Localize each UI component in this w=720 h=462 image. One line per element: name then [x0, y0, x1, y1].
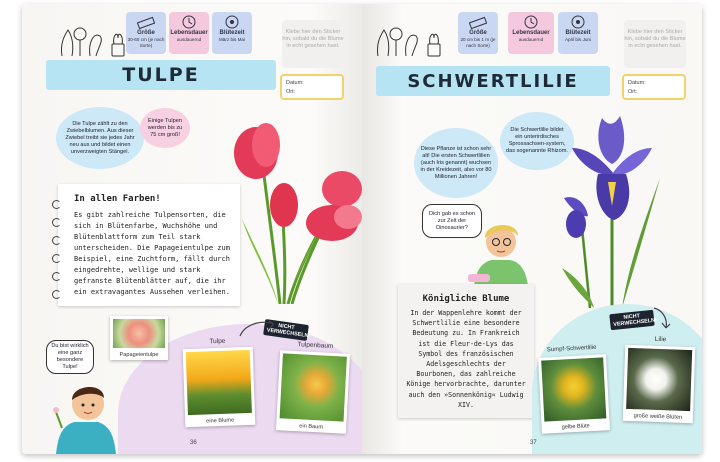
lifespan-tile: [169, 12, 209, 54]
page-number-right: 37: [530, 440, 537, 446]
parrot-tulip-photo: [110, 316, 168, 360]
lifespan-value: ausdauernd: [176, 37, 202, 42]
kid-speech-bubble: Du bist wirklich eine ganz besondere Tulpe!: [46, 340, 94, 374]
binder-ring-icon: [52, 254, 61, 263]
height-info-bubble: Einige Tulpen werden bis zu 75 cm groß!: [140, 108, 190, 148]
compare-title-tulip-tree: Tulpenbaum: [297, 341, 334, 350]
date-label: Datum:: [286, 80, 304, 86]
page-number-left: 36: [190, 440, 197, 446]
size-value: 20 cm bis 1 m (je nach Sorte): [460, 37, 496, 48]
swap-arrow-icon: [594, 304, 674, 332]
binder-ring-icon: [52, 218, 61, 227]
size-value: 30-60 cm (je nach Sorte): [127, 37, 165, 48]
compare-photo-lily: [623, 335, 696, 423]
rhizome-info-bubble: Die Schwertlilie bildet ein unterirdisches Sprossachsen-system, das sogenannte Rhizom.: [500, 112, 574, 170]
clock-icon: [181, 15, 197, 29]
bloom-label: Blütezeit: [565, 30, 591, 36]
size-label: Größe: [137, 30, 155, 36]
size-label: Größe: [469, 30, 487, 36]
date-label: Datum:: [628, 80, 646, 86]
right-page: [362, 4, 702, 454]
compare-caption-tulip-tree: ein Baum: [299, 423, 324, 431]
lifespan-label: Lebensdauer: [170, 30, 208, 36]
size-tile: [458, 12, 498, 54]
bulb-info-bubble: Die Tulpe zählt zu den Zwiebelblumen. Aus dieser Zwiebel treibt sie jedes Jahr neu aus und bildet einen unverzweigten Stängel.: [56, 107, 144, 169]
page-title: SCHWERTLILIE: [376, 66, 610, 96]
size-tile: [126, 12, 166, 54]
tulip-image: [222, 119, 362, 304]
nicht-verwechseln-label: NICHT VERWECHSELN!: [263, 319, 309, 341]
iris-image: [542, 108, 682, 308]
yellow-iris-image: [541, 357, 606, 421]
sticker-placeholder[interactable]: Klebe hier den Sticker hin, sobald du die Blume in echt gesehen hast.: [282, 20, 344, 68]
colors-text: Es gibt zahlreiche Tulpensorten, die sich in Blütenfarbe, Wuchshöhe und Blütenblattform zum Teil stark unterscheiden. Die Papageientulpe zum Beispiel, eine Zuchtform, fällt durch eingedrehte, wellige und stark gefranste Blütenblätter auf, die ihr ein extravagantes Aussehen verleihen.: [74, 211, 230, 296]
flower-icon: [570, 15, 586, 29]
royal-text-card: [398, 284, 534, 418]
binder-ring-icon: [52, 236, 61, 245]
compare-title-lily: Lilie: [654, 335, 667, 344]
flower-icon: [224, 15, 240, 29]
kid-illustration: [52, 376, 122, 454]
compare-photo-tulip-tree: [276, 341, 350, 434]
colors-text-card: [58, 184, 240, 306]
compare-title-tulip: Tulpe: [209, 337, 226, 346]
compare-caption-lily: große weiße Blüten: [633, 413, 683, 421]
bloom-value: April bis Juni: [564, 37, 592, 42]
lily-image: [626, 348, 692, 411]
colors-heading: In allen Farben!: [74, 194, 161, 204]
lifespan-tile: [508, 12, 554, 54]
compare-photo-yellow-iris: [538, 344, 610, 433]
bloom-value: März bis Mai: [218, 37, 246, 42]
age-info-bubble: Diese Pflanze ist schon sehr alt! Die ersten Schwertlilien (auch Iris genannt) wuchsen in der Kreidezeit, also vor 80 Millionen Jahren!: [414, 128, 498, 198]
place-label: Ort:: [628, 89, 638, 95]
clock-icon: [523, 15, 539, 29]
lifespan-value: ausdauernd: [518, 37, 544, 42]
compare-caption-yellow-iris: gelbe Blüte: [561, 423, 590, 431]
bloom-label: Blütezeit: [219, 30, 245, 36]
ruler-icon: [137, 15, 155, 29]
bloom-tile: [212, 12, 252, 54]
binder-ring-icon: [52, 290, 61, 299]
compare-title-yellow-iris: Sumpf-Schwertlilie: [546, 344, 597, 354]
place-label: Ort:: [286, 89, 296, 95]
kid-speech-bubble: Dich gab es schon zur Zeit der Dinosaurier?: [422, 204, 482, 238]
lifespan-label: Lebensdauer: [512, 30, 550, 36]
ruler-icon: [469, 15, 487, 29]
compare-photo-tulip: [183, 337, 256, 427]
left-page: [22, 4, 362, 454]
date-place-box[interactable]: [280, 74, 344, 100]
parrot-tulip-caption: Papageientulpe: [119, 352, 159, 358]
bloom-tile: [558, 12, 598, 54]
nicht-verwechseln-label: NICHT VERWECHSELN!: [609, 310, 654, 331]
doodle-flowers-icon: [54, 22, 134, 58]
tulip-field-image: [186, 350, 252, 415]
kid-illustration: [468, 216, 532, 286]
parrot-tulip-image: [113, 319, 165, 348]
date-place-box[interactable]: [622, 74, 686, 100]
royal-heading: Königliche Blume: [422, 294, 510, 304]
compare-caption-tulip: eine Blume: [206, 417, 235, 425]
page-title: TULPE: [46, 60, 276, 90]
sticker-placeholder[interactable]: Klebe hier den Sticker hin, sobald du die Blume in echt gesehen hast.: [624, 20, 686, 68]
doodle-flowers-icon: [370, 22, 450, 58]
binder-ring-icon: [52, 200, 61, 209]
binder-ring-icon: [52, 272, 61, 281]
royal-text: In der Wappenlehre kommt der Schwertlilie eine besondere Bedeutung zu. In Frankreich ist die Fleur-de-Lys das Symbol des französischen Adelsgeschlechts der Bourbonen, das zahlreiche Könige hervorbrachte, darunter auch den »Sonnenkönig« Ludwig XIV.: [406, 309, 526, 409]
tulip-tree-image: [280, 353, 347, 421]
book-spread: [22, 4, 702, 454]
